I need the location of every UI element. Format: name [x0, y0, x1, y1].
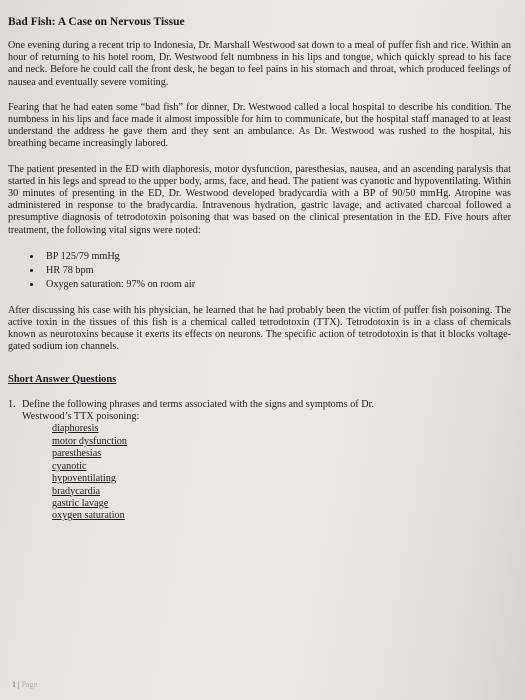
- question-text-line1: Define the following phrases and terms associated with the signs and symptoms of Dr.: [22, 398, 374, 410]
- vital-sign-hr: • HR 78 bpm: [42, 264, 511, 278]
- page-footer: [12, 680, 37, 689]
- question-1: [8, 399, 511, 424]
- question-number: 1.: [8, 398, 16, 410]
- question-text-line2: Westwood’s TTX poisoning:: [22, 411, 140, 423]
- paragraph-hospital-call: Fearing that he had eaten some “bad fish” for dinner, Dr. Westwood called a local hospital to describe his condition. The numbness in his lips and face made it almost impossible for him to communicate, but the hospital staff managed to at least understand the address he gave them and they sent an ambulance. As Dr. Westwood was rushed to the hospital, his breathing became increasingly labored.: [8, 101, 511, 150]
- footer-page-word: Page: [21, 680, 38, 689]
- paragraph-intro: One evening during a recent trip to Indonesia, Dr. Marshall Westwood sat down to a meal of puffer fish and rice. Within an hour of returning to his hotel room, Dr. Westwood felt numbness in his lips and tongue, which quickly spread to his face and neck. Before he could call the front desk, he began to feel pains in his stomach and throat, which produced feelings of nausea and eventually severe vomiting.: [8, 40, 511, 88]
- footer-separator: |: [16, 680, 22, 689]
- vital-signs-list: [8, 250, 511, 292]
- term-item: oxygen saturation: [52, 510, 125, 522]
- paragraph-ed-presentation: The patient presented in the ED with diaphoresis, motor dysfunction, paresthesias, nausea, and an ascending paralysis that started in his legs and spread to the upper body, arms, face, and head. The patient was cyanotic and hypoventilating. Within 30 minutes of presenting in the ED, Dr. Westwood developed bradycardia with a BP of 90/50 mmHg. Atropine was administered in response to the bradycardia. Intravenous hydration, gastric lavage, and activated charcoal followed a presumptive diagnosis of tetrodotoxin poisoning that was based on the clinical presentation in the ED. Five hours after treatment, the following vital signs were noted:: [8, 163, 511, 236]
- document-title: Bad Fish: A Case on Nervous Tissue: [8, 16, 185, 28]
- term-item: cyanotic: [52, 460, 87, 472]
- term-item: gastric lavage: [52, 497, 109, 509]
- vital-sign-bp: • BP 125/79 mmHg: [42, 250, 511, 264]
- term-item: bradycardia: [52, 485, 101, 497]
- vital-sign-oxygen: • Oxygen saturation: 97% on room air: [42, 278, 511, 292]
- term-item: diaphoresis: [52, 423, 99, 435]
- term-item: hypoventilating: [52, 473, 116, 485]
- term-item: paresthesias: [52, 448, 102, 460]
- footer-page-number: 1: [12, 680, 16, 689]
- term-list: [48, 423, 511, 522]
- section-heading: Short Answer Questions: [8, 373, 117, 385]
- term-item: motor dysfunction: [52, 435, 127, 447]
- paragraph-diagnosis: After discussing his case with his physician, he learned that he had probably been the victim of puffer fish poisoning. The active toxin in the tissues of this fish is a chemical called tetrodotoxin (TTX). Tetrodotoxin is in a class of chemicals known as neurotoxins because it exerts its effects on neurons. The specific action of tetrodotoxin is that it blocks voltage-gated sodium ion channels.: [8, 304, 511, 353]
